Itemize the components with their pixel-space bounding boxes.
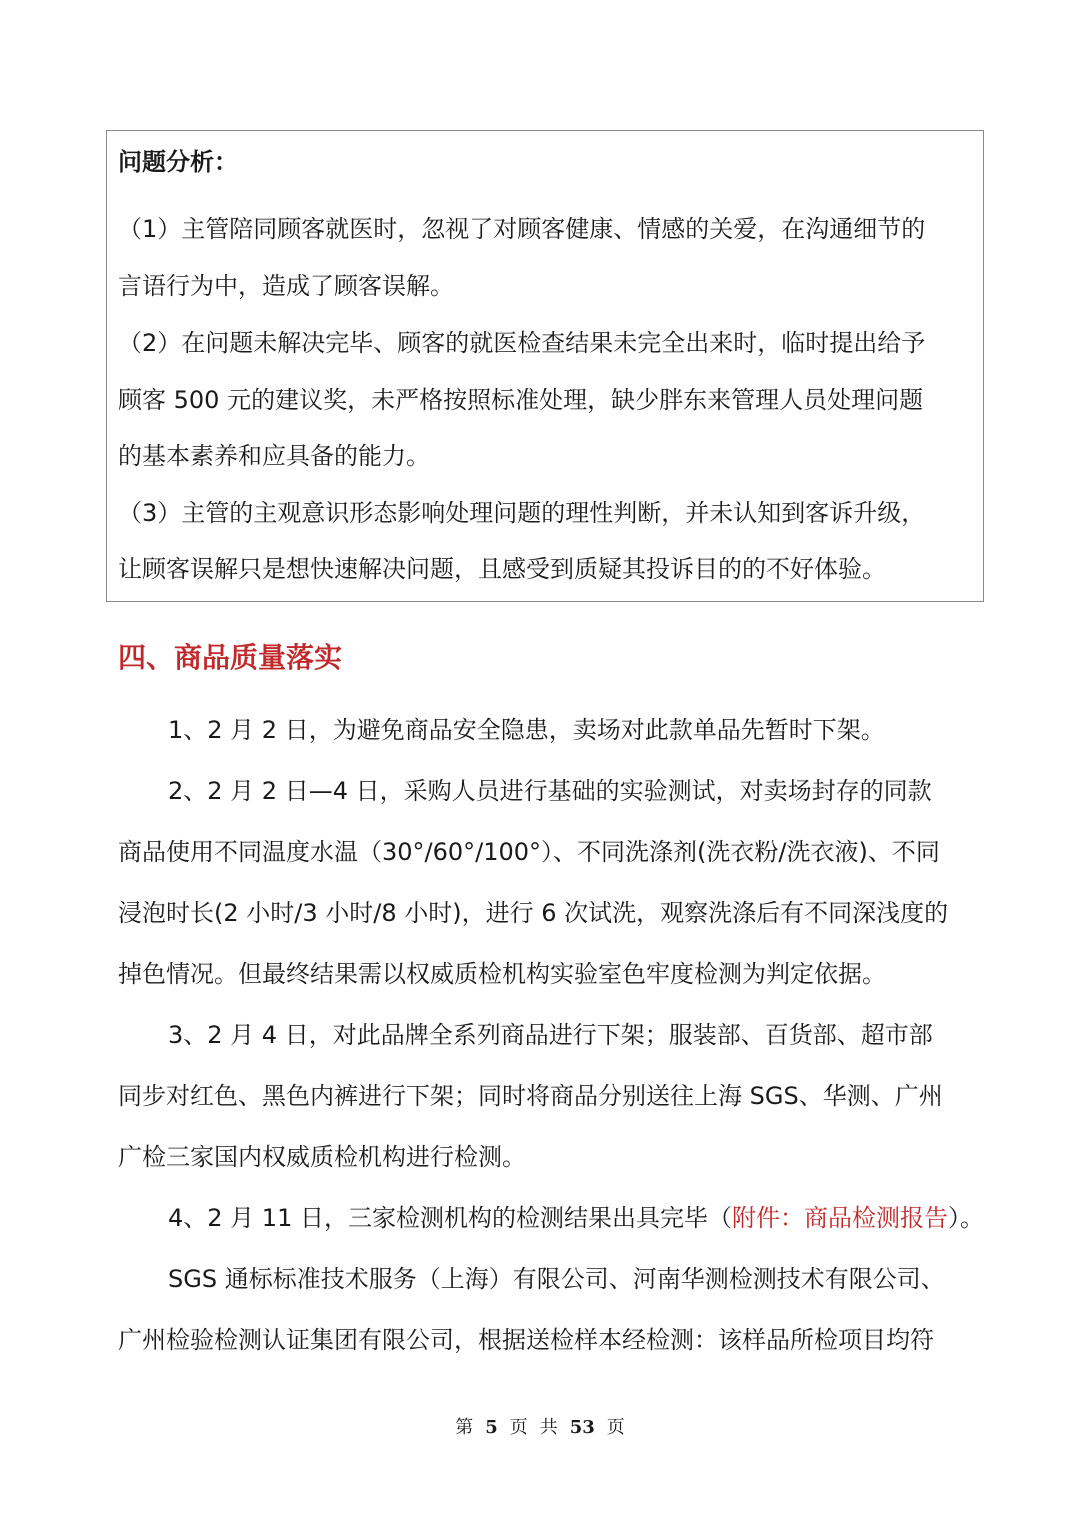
paragraph-line: 2、2 月 2 日—4 日，采购人员进行基础的实验测试，对卖场封存的同款 [168,777,932,805]
footer-gong: 共 [539,1417,558,1438]
paragraph-line: 3、2 月 4 日，对此品牌全系列商品进行下架；服装部、百货部、超市部 [168,1021,933,1049]
analysis-box [106,130,984,602]
page-footer [0,1416,1080,1440]
analysis-title: 问题分析： [118,148,238,176]
footer-di: 第 [455,1417,474,1438]
paragraph-line: 掉色情况。但最终结果需以权威质检机构实验室色牢度检测为判定依据。 [118,960,886,988]
paragraph-line: 1、2 月 2 日，为避免商品安全隐患，卖场对此款单品先暂时下架。 [168,716,885,744]
analysis-line: 顾客 500 元的建议奖，未严格按照标准处理，缺少胖东来管理人员处理问题 [118,386,924,414]
paragraph-line: 同步对红色、黑色内裤进行下架；同时将商品分别送往上海 SGS、华测、广州 [118,1082,943,1110]
paragraph-line: 广州检验检测认证集团有限公司，根据送检样本经检测：该样品所检项目均符 [118,1326,934,1354]
paragraph-line: 浸泡时长(2 小时/3 小时/8 小时)，进行 6 次试洗，观察洗涤后有不同深浅度的 [118,899,949,927]
paragraph-line: 商品使用不同温度水温（30°/60°/100°）、不同洗涤剂(洗衣粉/洗衣液)、不同 [118,838,940,866]
footer-ye: 页 [606,1417,625,1438]
footer-page-number: 5 [485,1417,498,1438]
item4-suffix: ）。 [947,1204,984,1232]
paragraph-line: 广检三家国内权威质检机构进行检测。 [118,1143,526,1171]
analysis-line: （1）主管陪同顾客就医时，忽视了对顾客健康、情感的关爱，在沟通细节的 [118,215,926,243]
analysis-line: 言语行为中，造成了顾客误解。 [118,272,454,300]
footer-ye: 页 [509,1417,528,1438]
paragraph-line-item4 [168,1202,984,1234]
footer-total-pages: 53 [569,1417,595,1438]
analysis-line: 的基本素养和应具备的能力。 [118,442,430,470]
analysis-line: （3）主管的主观意识形态影响处理问题的理性判断，并未认知到客诉升级， [118,499,926,527]
section-heading: 四、商品质量落实 [118,641,343,674]
paragraph-line: SGS 通标标准技术服务（上海）有限公司、河南华测检测技术有限公司、 [168,1265,945,1293]
attachment-reference: 附件：商品检测报告 [731,1204,948,1232]
analysis-line: （2）在问题未解决完毕、顾客的就医检查结果未完全出来时，临时提出给予 [118,329,926,357]
item4-prefix: 4、2 月 11 日，三家检测机构的检测结果出具完毕（ [168,1204,732,1232]
analysis-line: 让顾客误解只是想快速解决问题，且感受到质疑其投诉目的的不好体验。 [118,555,886,583]
